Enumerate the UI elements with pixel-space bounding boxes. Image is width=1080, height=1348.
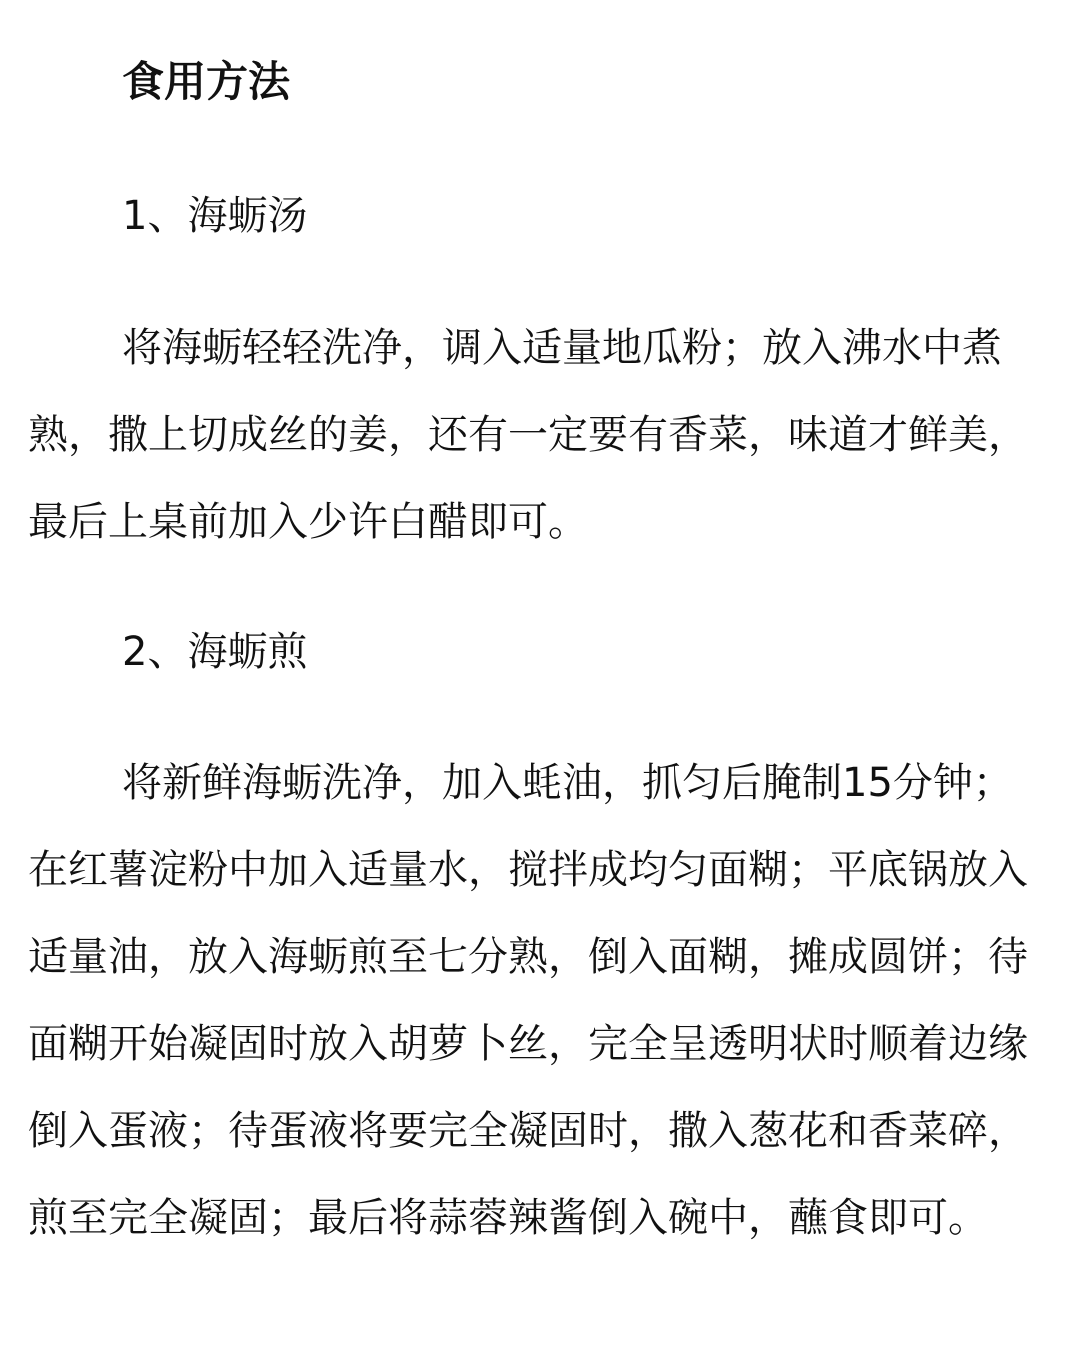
section-body-oyster-omelette: 将新鲜海蛎洗净，加入蚝油，抓匀后腌制15分钟；在红薯淀粉中加入适量水，搅拌成均匀面糊；平底锅放入适量油，放入海蛎煎至七分熟，倒入面糊，摊成圆饼；待面糊开始凝固时放入胡萝卜丝，完全呈透明状时顺着边缘倒入蛋液；待蛋液将要完全凝固时，撒入葱花和香菜碎，煎至完全凝固；最后将蒜蓉辣酱倒入碗中，蘸食即可。 [28, 760, 1028, 1241]
section-heading-oyster-omelette: 2、海蛎煎 [122, 629, 308, 675]
section-body-oyster-soup: 将海蛎轻轻洗净，调入适量地瓜粉；放入沸水中煮熟，撒上切成丝的姜，还有一定要有香菜，味道才鲜美，最后上桌前加入少许白醋即可。 [28, 325, 1028, 545]
section-heading-oyster-soup: 1、海蛎汤 [122, 193, 308, 239]
page-title: 食用方法 [122, 57, 291, 106]
